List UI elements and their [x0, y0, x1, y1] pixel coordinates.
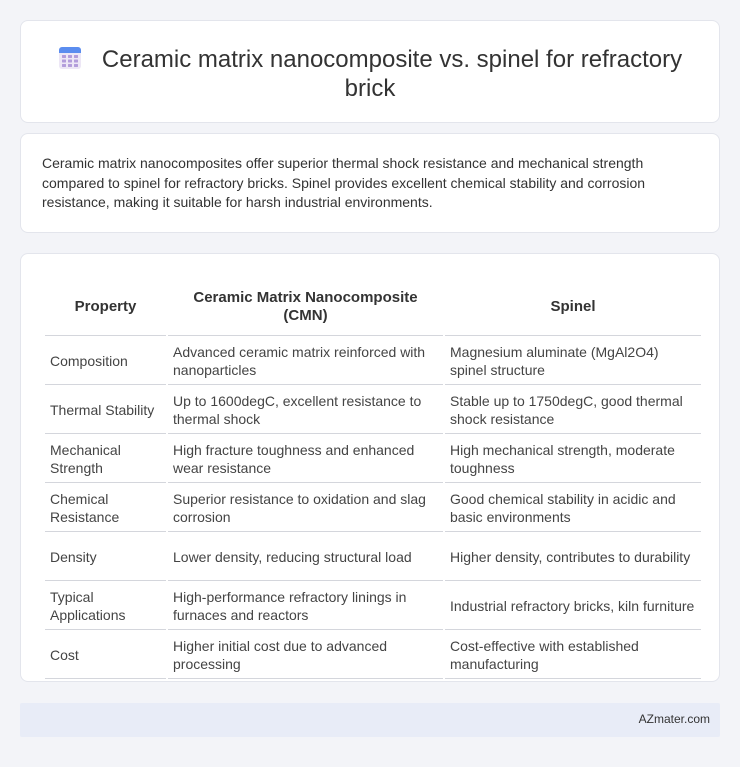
comparison-table: [43, 276, 703, 681]
row-spinel-value: Magnesium aluminate (MgAl2O4) spinel structure: [445, 338, 701, 385]
row-cmn-value: Superior resistance to oxidation and slag corrosion: [168, 485, 443, 532]
row-spinel-value: Stable up to 1750degC, good thermal shock resistance: [445, 387, 701, 434]
row-spinel-value: Industrial refractory bricks, kiln furniture: [445, 583, 701, 630]
row-spinel-value: Good chemical stability in acidic and basic environments: [445, 485, 701, 532]
title-card: [20, 20, 720, 123]
column-header-property: Property: [45, 278, 166, 336]
row-cmn-value: Lower density, reducing structural load: [168, 534, 443, 581]
comparison-table-card: [20, 253, 720, 682]
row-cmn-value: High fracture toughness and enhanced wear resistance: [168, 436, 443, 483]
row-spinel-value: High mechanical strength, moderate toughness: [445, 436, 701, 483]
table-row: [45, 485, 701, 532]
row-spinel-value: Cost-effective with established manufacturing: [445, 632, 701, 679]
table-row: [45, 583, 701, 630]
row-property: Chemical Resistance: [45, 485, 166, 532]
table-row: [45, 338, 701, 385]
row-property: Composition: [45, 338, 166, 385]
table-row: [45, 534, 701, 581]
table-row: [45, 387, 701, 434]
page-title: [21, 45, 719, 103]
row-property: Density: [45, 534, 166, 581]
row-cmn-value: Advanced ceramic matrix reinforced with nanoparticles: [168, 338, 443, 385]
column-header-spinel: Spinel: [445, 278, 701, 336]
row-cmn-value: Up to 1600degC, excellent resistance to thermal shock: [168, 387, 443, 434]
table-header-row: [45, 278, 701, 336]
column-header-cmn: Ceramic Matrix Nanocomposite (CMN): [168, 278, 443, 336]
table-icon: [58, 46, 82, 70]
row-cmn-value: Higher initial cost due to advanced processing: [168, 632, 443, 679]
footer-bar: [20, 703, 720, 737]
summary-card: [20, 133, 720, 233]
row-property: Typical Applications: [45, 583, 166, 630]
row-property: Cost: [45, 632, 166, 679]
row-cmn-value: High-performance refractory linings in furnaces and reactors: [168, 583, 443, 630]
title-text: Ceramic matrix nanocomposite vs. spinel for refractory brick: [101, 46, 683, 102]
row-property: Mechanical Strength: [45, 436, 166, 483]
table-row: [45, 436, 701, 483]
footer-brand[interactable]: AZmater.com: [638, 712, 710, 726]
row-spinel-value: Higher density, contributes to durability: [445, 534, 701, 581]
summary-text: Ceramic matrix nanocomposites offer superior thermal shock resistance and mechanical strength compared to spinel for refractory bricks. Spinel provides excellent chemical stability and corrosion resistance, making it suitable for harsh industrial environments.: [42, 155, 646, 210]
table-row: [45, 632, 701, 679]
row-property: Thermal Stability: [45, 387, 166, 434]
